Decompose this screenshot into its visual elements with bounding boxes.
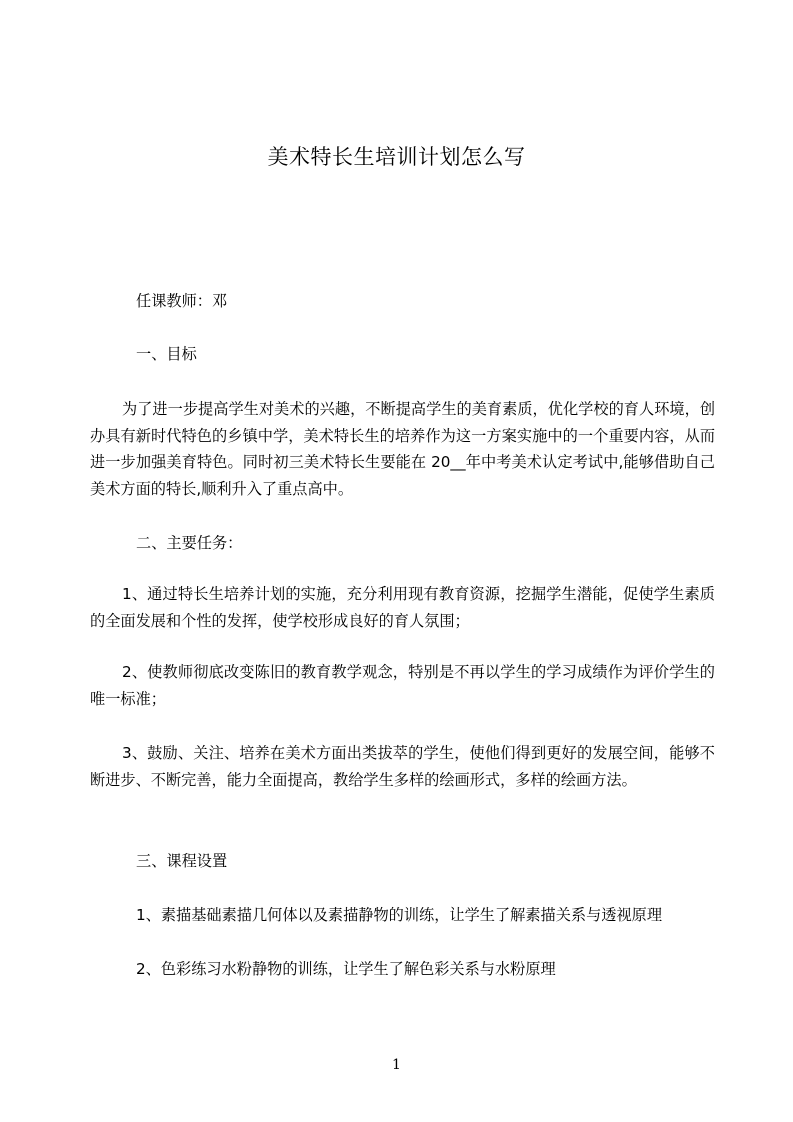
teacher-line: 任课教师：邓 [136,292,228,310]
task-item-1 [90,581,715,634]
task-item-2 [90,659,715,712]
section-heading-tasks: 二、主要任务： [136,534,243,552]
page-number: 1 [392,1057,401,1073]
task-2-text: 2、使教师彻底改变陈旧的教育教学观念，特别是不再以学生的学习成绩作为评价学生的唯一标准； [90,663,715,708]
course-item-2: 2、色彩练习水粉静物的训练，让学生了解色彩关系与水粉原理 [136,960,556,978]
goals-text: 为了进一步提高学生对美术的兴趣，不断提高学生的美育素质，优化学校的育人环境，创办具有新时代特色的乡镇中学，美术特长生的培养作为这一方案实施中的一个重要内容，从而进一步加强美育特色。同时初三美术特长生要能在 20__年中考美术认定考试中,能够借助自己美术方面的特长,顺利升入了重点高中。 [90,400,715,498]
section-heading-goals: 一、目标 [136,345,197,363]
section-heading-courses: 三、课程设置 [136,852,228,870]
goals-paragraph [90,396,715,502]
task-3-text: 3、鼓励、关注、培养在美术方面出类拔萃的学生，使他们得到更好的发展空间，能够不断进步、不断完善，能力全面提高，教给学生多样的绘画形式，多样的绘画方法。 [90,744,715,789]
task-1-text: 1、通过特长生培养计划的实施，充分利用现有教育资源，挖掘学生潜能，促使学生素质的全面发展和个性的发挥，使学校形成良好的育人氛围； [90,585,715,630]
task-item-3 [90,740,715,793]
document-title: 美术特长生培训计划怎么写 [267,145,526,169]
course-item-1: 1、素描基础素描几何体以及素描静物的训练，让学生了解素描关系与透视原理 [136,906,663,924]
